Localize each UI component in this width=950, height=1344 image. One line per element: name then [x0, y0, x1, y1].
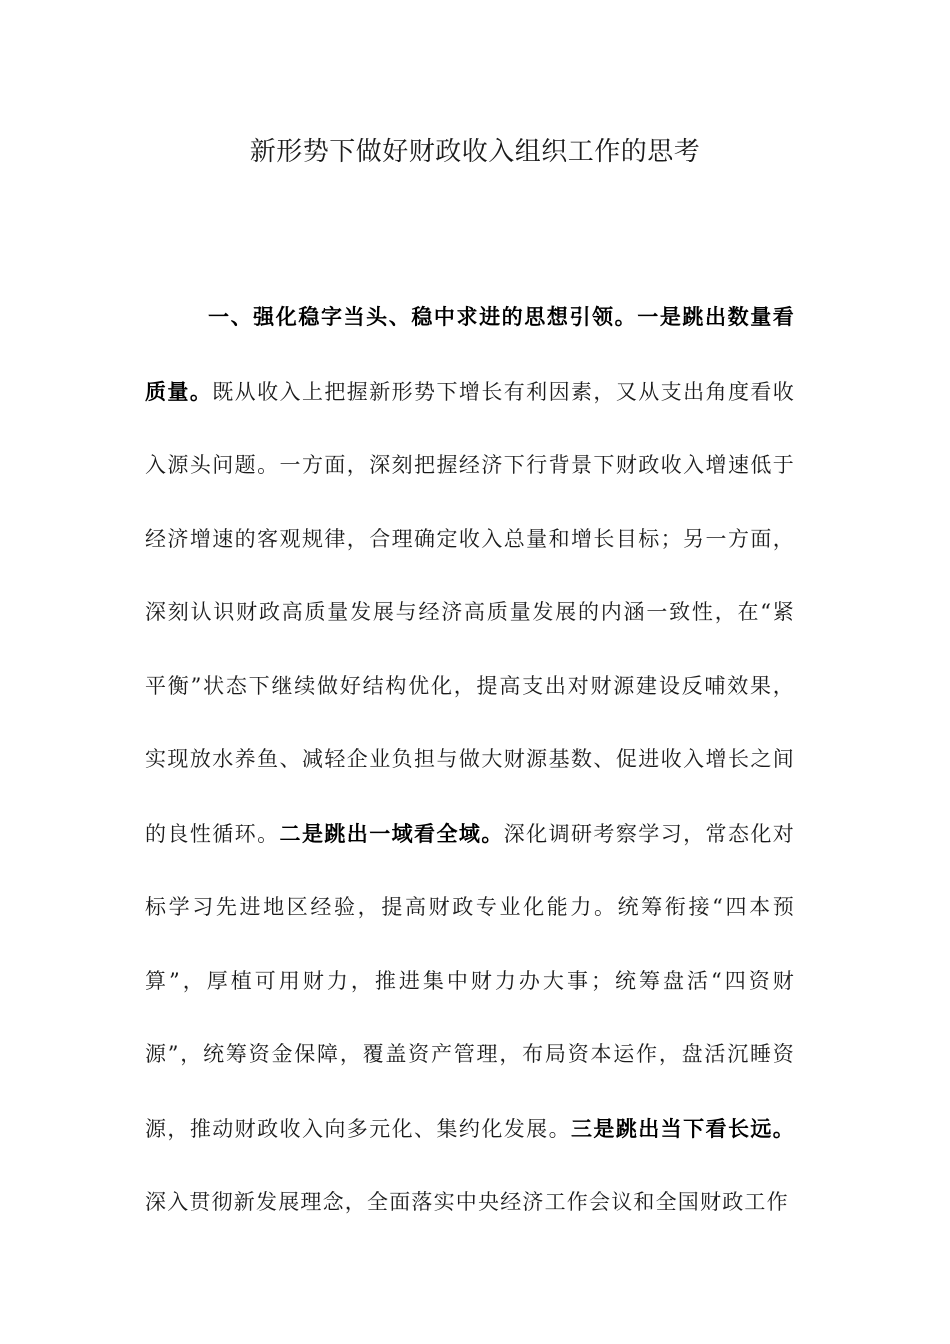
point-text-3: 深入贯彻新发展理念，全面落实中央经济工作会议和全国财政工作 — [145, 1190, 789, 1214]
body-paragraph — [145, 280, 795, 1240]
point-heading-3: 三是跳出当下看长远。 — [571, 1115, 795, 1141]
section-heading: 一、强化稳字当头、稳中求进的思想引领。 — [208, 304, 638, 329]
point-text-2: 深化调研考察学习，常态化对标学习先进地区经验，提高财政专业化能力。统筹衔接“四本预算”，厚植可用财力，推进集中财力办大事；统筹盘活“四资财源”，统筹资金保障，覆盖资产管理，布局资本运作，盘活沉睡资源，推动财政收入向多元化、集约化发展。 — [145, 821, 796, 1141]
point-heading-2: 二是跳出一域看全域。 — [279, 820, 504, 846]
point-heading-1: 一是跳出数量看质量。 — [145, 304, 795, 404]
document-title: 新形势下做好财政收入组织工作的思考 — [249, 137, 701, 167]
point-text-1: 既从收入上把握新形势下增长有利因素，又从支出角度看收入源头问题。一方面，深刻把握经济下行背景下财政收入增速低于经济增速的客观规律，合理确定收入总量和增长目标；另一方面，深刻认识财政高质量发展与经济高质量发展的内涵一致性，在“紧平衡”状态下继续做好结构优化，提高支出对财源建设反哺效果，实现放水养鱼、减轻企业负担与做大财源基数、促进收入增长之间的良性循环。 — [145, 379, 795, 846]
